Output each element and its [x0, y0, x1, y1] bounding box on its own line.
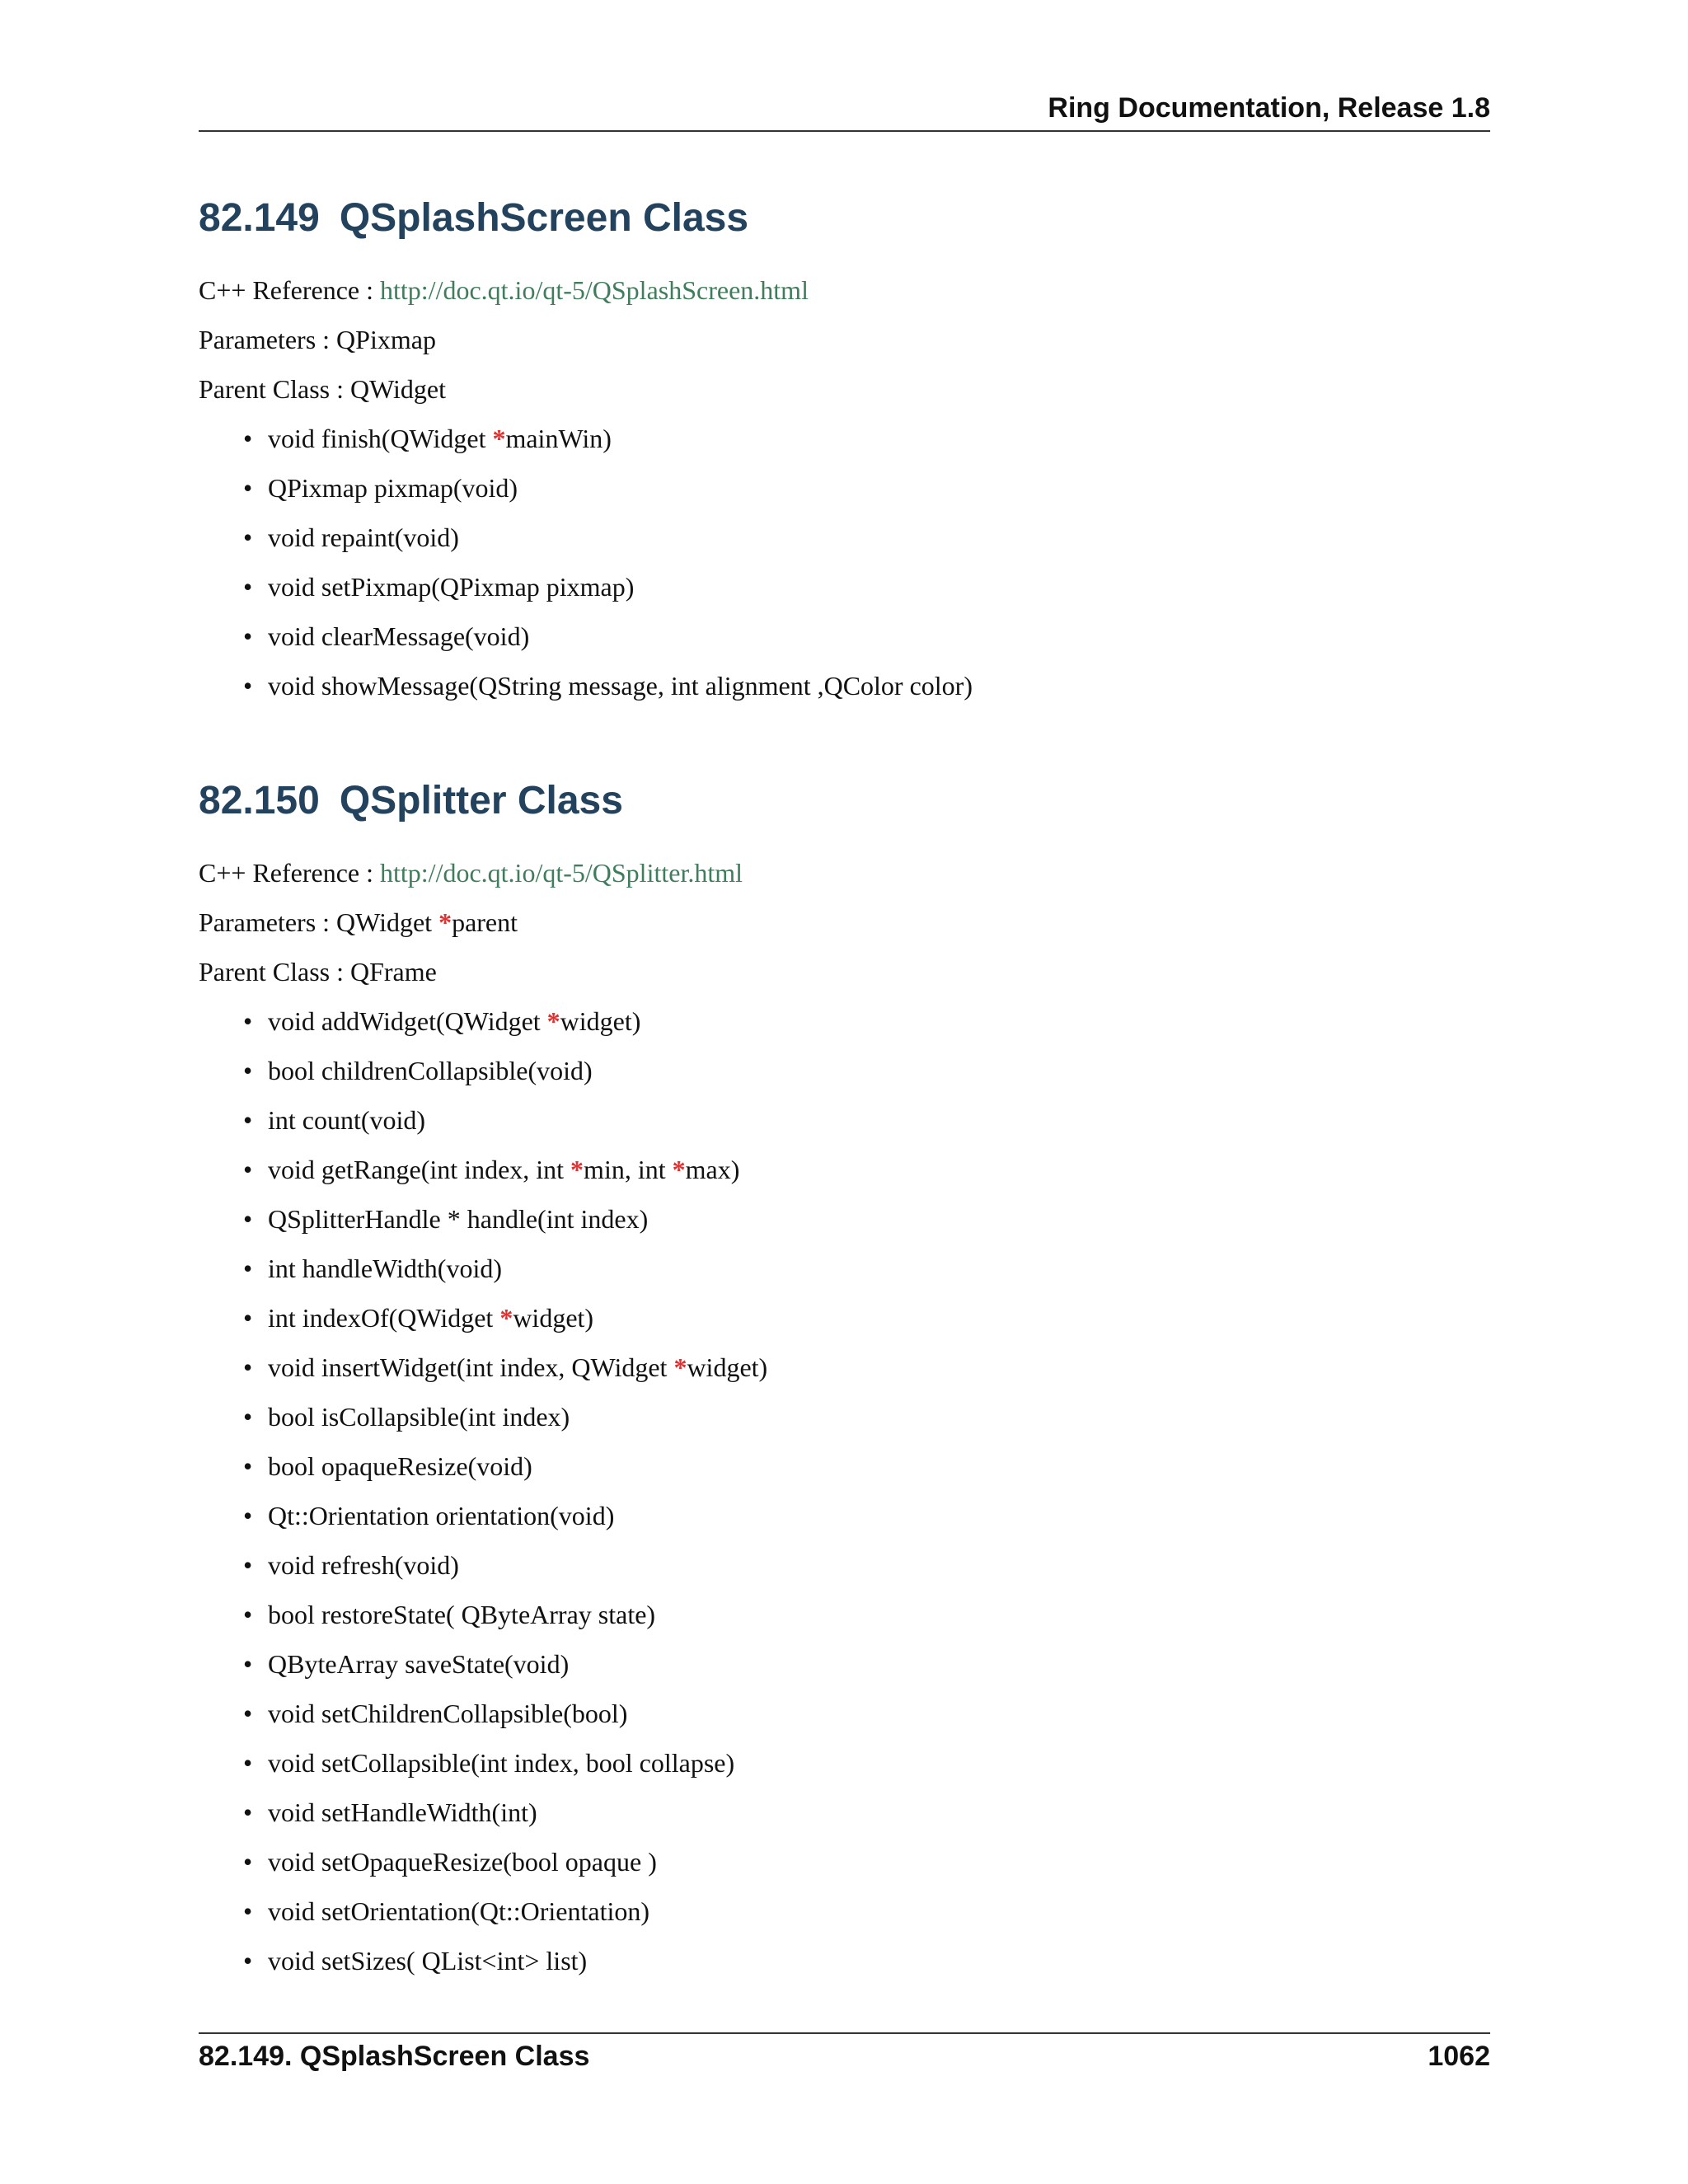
bullet-icon: •: [243, 1797, 253, 1827]
document-title: Ring Documentation, Release 1.8: [1048, 92, 1490, 124]
parent-class-label: Parent Class :: [199, 957, 350, 987]
method-item: [199, 612, 1490, 661]
text-run: void finish(QWidget: [268, 424, 493, 453]
text-run: void refresh(void): [268, 1550, 459, 1580]
method-item: [199, 996, 1490, 1046]
bullet-icon: •: [243, 1748, 253, 1778]
bullet-icon: •: [243, 1847, 253, 1877]
text-run: int handleWidth(void): [268, 1254, 502, 1283]
method-item: [199, 1095, 1490, 1145]
text-run: widget): [687, 1352, 768, 1382]
method-item: [199, 1936, 1490, 1985]
method-item: [199, 1343, 1490, 1392]
parameters-label: Parameters :: [199, 907, 337, 937]
method-item: [199, 1145, 1490, 1194]
section-heading: [199, 772, 1490, 830]
method-list: [199, 414, 1490, 710]
text-run: void insertWidget(int index, QWidget: [268, 1352, 674, 1382]
bullet-icon: •: [243, 1402, 253, 1432]
parameters-line: [199, 898, 1490, 947]
method-item: [199, 1788, 1490, 1837]
text-run: void setHandleWidth(int): [268, 1797, 537, 1827]
pointer-asterisk: *: [672, 1155, 686, 1184]
text-run: void setCollapsible(int index, bool collapse): [268, 1748, 735, 1778]
text-run: void addWidget(QWidget: [268, 1006, 547, 1036]
text-run: bool childrenCollapsible(void): [268, 1056, 593, 1085]
text-run: void setOpaqueResize(bool opaque ): [268, 1847, 657, 1877]
text-run: max): [685, 1155, 740, 1184]
bullet-icon: •: [243, 1254, 253, 1283]
parent-class-value: QWidget: [349, 374, 446, 404]
text-run: widget): [560, 1006, 641, 1036]
method-item: [199, 1540, 1490, 1590]
text-run: void setSizes( QList<int> list): [268, 1946, 588, 1975]
text-run: bool opaqueResize(void): [268, 1451, 532, 1481]
method-item: [199, 1590, 1490, 1639]
method-item: [199, 1837, 1490, 1886]
parent-class-value: QFrame: [349, 957, 437, 987]
text-run: QPixmap: [336, 325, 436, 354]
cpp-reference-link[interactable]: http://doc.qt.io/qt-5/QSplitter.html: [380, 858, 743, 888]
text-run: void repaint(void): [268, 523, 459, 552]
bullet-icon: •: [243, 1699, 253, 1728]
text-run: void getRange(int index, int: [268, 1155, 571, 1184]
method-item: [199, 1392, 1490, 1441]
text-run: Qt::Orientation orientation(void): [268, 1501, 615, 1530]
text-run: QWidget: [336, 907, 439, 937]
method-item: [199, 463, 1490, 513]
text-run: bool isCollapsible(int index): [268, 1402, 570, 1432]
text-run: widget): [513, 1303, 594, 1333]
pointer-asterisk: *: [570, 1155, 584, 1184]
text-run: void showMessage(QString message, int alignment ,QColor color): [268, 671, 973, 701]
parent-class-line: [199, 364, 1490, 414]
bullet-icon: •: [243, 1352, 253, 1382]
method-item: [199, 562, 1490, 612]
cpp-reference-link[interactable]: http://doc.qt.io/qt-5/QSplashScreen.html: [380, 275, 809, 305]
parameters-line: [199, 315, 1490, 364]
method-list: [199, 996, 1490, 1985]
method-item: [199, 661, 1490, 710]
text-run: void clearMessage(void): [268, 621, 530, 651]
bullet-icon: •: [243, 1155, 253, 1184]
bullet-icon: •: [243, 424, 253, 453]
cpp-reference-line: [199, 848, 1490, 898]
bullet-icon: •: [243, 1204, 253, 1234]
text-run: QSplitterHandle * handle(int index): [268, 1204, 649, 1234]
section-qsplashscreen: [199, 190, 1490, 710]
page-header: [199, 91, 1490, 132]
pointer-asterisk: *: [499, 1303, 513, 1333]
text-run: void setOrientation(Qt::Orientation): [268, 1896, 649, 1926]
method-item: [199, 1194, 1490, 1244]
parent-class-line: [199, 947, 1490, 996]
bullet-icon: •: [243, 523, 253, 552]
method-item: [199, 513, 1490, 562]
section-number: 82.149: [199, 196, 320, 240]
text-run: int indexOf(QWidget: [268, 1303, 500, 1333]
method-item: [199, 1886, 1490, 1936]
text-run: void setChildrenCollapsible(bool): [268, 1699, 628, 1728]
bullet-icon: •: [243, 1006, 253, 1036]
parameters-label: Parameters :: [199, 325, 337, 354]
method-item: [199, 1293, 1490, 1343]
cpp-reference-label: C++ Reference :: [199, 275, 380, 305]
bullet-icon: •: [243, 1649, 253, 1679]
bullet-icon: •: [243, 572, 253, 602]
pointer-asterisk: *: [673, 1352, 687, 1382]
text-run: bool restoreState( QByteArray state): [268, 1600, 656, 1629]
bullet-icon: •: [243, 1303, 253, 1333]
text-run: QPixmap pixmap(void): [268, 473, 518, 503]
bullet-icon: •: [243, 1550, 253, 1580]
text-run: QByteArray saveState(void): [268, 1649, 570, 1679]
method-item: [199, 414, 1490, 463]
cpp-reference-line: [199, 265, 1490, 315]
method-item: [199, 1689, 1490, 1738]
bullet-icon: •: [243, 1451, 253, 1481]
pointer-asterisk: *: [492, 424, 506, 453]
pointer-asterisk: *: [546, 1006, 560, 1036]
page-footer: [199, 2032, 1490, 2083]
bullet-icon: •: [243, 1600, 253, 1629]
bullet-icon: •: [243, 1056, 253, 1085]
section-qsplitter: [199, 772, 1490, 1985]
method-item: [199, 1244, 1490, 1293]
text-run: min, int: [584, 1155, 673, 1184]
cpp-reference-label: C++ Reference :: [199, 858, 380, 888]
bullet-icon: •: [243, 671, 253, 701]
bullet-icon: •: [243, 1105, 253, 1135]
footer-section-title: 82.149. QSplashScreen Class: [199, 2041, 590, 2072]
bullet-icon: •: [243, 473, 253, 503]
text-run: int count(void): [268, 1105, 426, 1135]
method-item: [199, 1046, 1490, 1095]
section-title: QSplashScreen Class: [339, 196, 749, 240]
bullet-icon: •: [243, 1946, 253, 1975]
bullet-icon: •: [243, 621, 253, 651]
pointer-asterisk: *: [438, 907, 452, 937]
method-item: [199, 1639, 1490, 1689]
method-item: [199, 1738, 1490, 1788]
section-title: QSplitter Class: [339, 779, 623, 823]
bullet-icon: •: [243, 1896, 253, 1926]
bullet-icon: •: [243, 1501, 253, 1530]
text-run: parent: [452, 907, 518, 937]
text-run: void setPixmap(QPixmap pixmap): [268, 572, 635, 602]
section-number: 82.150: [199, 779, 320, 823]
text-run: mainWin): [505, 424, 612, 453]
section-heading: [199, 190, 1490, 247]
parent-class-label: Parent Class :: [199, 374, 350, 404]
page-number: 1062: [1428, 2041, 1490, 2072]
method-item: [199, 1491, 1490, 1540]
method-item: [199, 1441, 1490, 1491]
